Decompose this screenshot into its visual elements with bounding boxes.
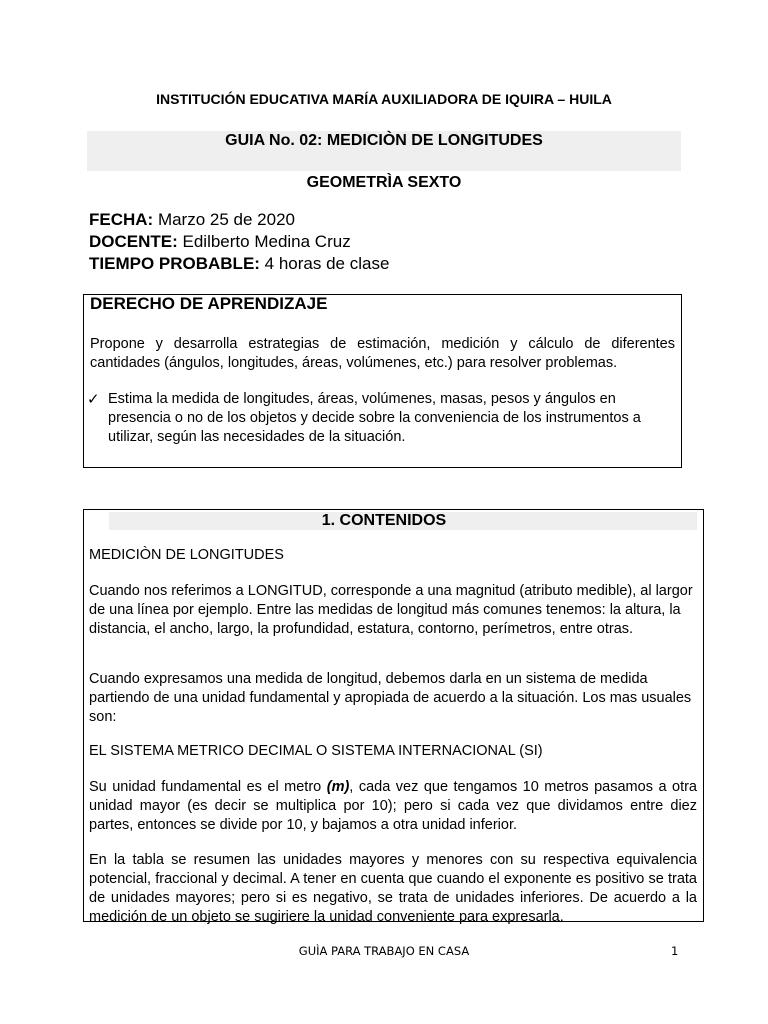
- institution-name: INSTITUCIÓN EDUCATIVA MARÍA AUXILIADORA DE IQUIRA – HUILA: [156, 91, 612, 107]
- contents-subheading: MEDICIÒN DE LONGITUDES: [89, 547, 284, 563]
- page-number: 1: [671, 944, 679, 958]
- docente-line: [89, 231, 351, 252]
- fecha-value: Marzo 25 de 2020: [153, 210, 295, 229]
- fecha-label: FECHA:: [89, 210, 154, 229]
- contents-paragraph-3: [89, 778, 697, 835]
- footer-text: GUÌA PARA TRABAJO EN CASA: [298, 944, 470, 958]
- tiempo-line: [89, 253, 389, 274]
- tiempo-label: TIEMPO PROBABLE:: [89, 254, 260, 273]
- paragraph-3-end: , cada vez que tengamos 10 metros pasamos a otra unidad mayor (es decir se multiplica por 10); pero si cada vez que dividamos entre diez partes, entonces se divide por 10, y bajamos a otra unidad inferior.: [89, 779, 697, 833]
- checkmark-icon: ✓: [87, 391, 100, 408]
- learning-right-bullet: Estima la medida de longitudes, áreas, volúmenes, masas, pesos y ángulos en presencia o no de los objetos y decide sobre la conveniencia de los instrumentos a utilizar, según las necesidades de la situación.: [108, 391, 641, 445]
- contents-paragraph-2: Cuando expresamos una medida de longitud, debemos darla en un sistema de medida partiendo de una unidad fundamental y apropiada de acuerdo a la situación. Los mas usuales son:: [89, 671, 692, 725]
- paragraph-3-start: Su unidad fundamental es el metro: [89, 779, 327, 795]
- contents-paragraph-4: En la tabla se resumen las unidades mayores y menores con su respectiva equivalencia potencial, fraccional y decimal. A tener en cuenta que cuando el exponente es positivo se trata de unidades mayores; pero si es negativo, se trata de unidades inferiores. De acuerdo a la medición de un objeto se sugiriere la unidad conveniente para expresarla.: [89, 852, 697, 925]
- contents-title: 1. CONTENIDOS: [321, 512, 447, 529]
- docente-label: DOCENTE:: [89, 232, 178, 251]
- fecha-line: [89, 209, 295, 230]
- guide-title: GUIA No. 02: MEDICIÒN DE LONGITUDES: [225, 132, 543, 149]
- subject-title: GEOMETRÌA SEXTO: [306, 174, 462, 191]
- learning-right-paragraph: Propone y desarrolla estrategias de estimación, medición y cálculo de diferentes cantidades (ángulos, longitudes, áreas, volúmenes, etc.) para resolver problemas.: [90, 336, 675, 371]
- learning-right-heading: DERECHO DE APRENDIZAJE: [90, 294, 328, 313]
- si-heading: EL SISTEMA METRICO DECIMAL O SISTEMA INTERNACIONAL (SI): [89, 743, 543, 759]
- contents-paragraph-1: Cuando nos referimos a LONGITUD, corresponde a una magnitud (atributo medible), al largor de una línea por ejemplo. Entre las medidas de longitud más comunes tenemos: la altura, la distancia, el ancho, largo, la profundidad, estatura, contorno, perímetros, entre otras.: [89, 583, 693, 637]
- meter-unit: (m): [326, 779, 350, 795]
- tiempo-value: 4 horas de clase: [259, 254, 390, 273]
- docente-value: Edilberto Medina Cruz: [177, 232, 351, 251]
